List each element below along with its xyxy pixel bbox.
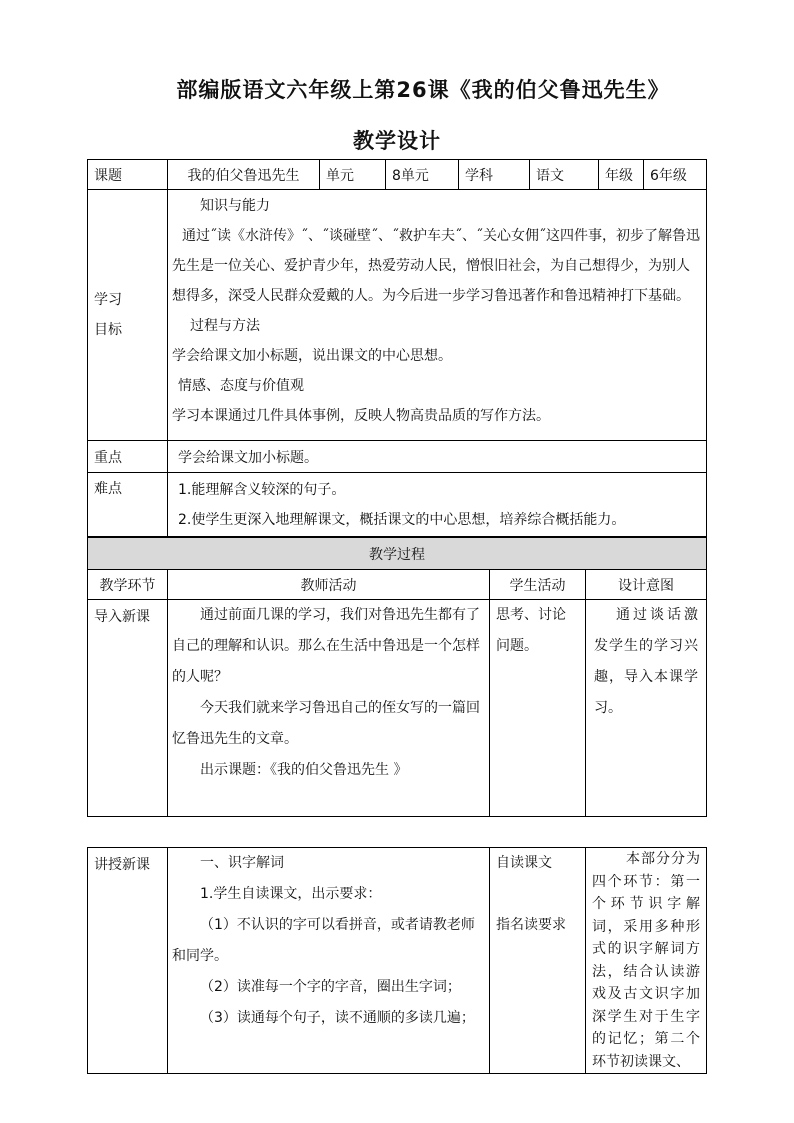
topic-label: 课题 bbox=[88, 160, 168, 190]
key-point-label: 重点 bbox=[88, 441, 168, 473]
intro-teacher-p3: 出示课题：《我的伯父鲁迅先生 》 bbox=[200, 762, 408, 778]
difficulty-label: 难点 bbox=[88, 473, 168, 537]
objective-paragraph-knowledge: 通过˝读《水浒传》˝、˝谈碰壁˝、˝救护车夫˝、˝关心女佣˝这四件事，初步了解鲁迅先生是一位关心、爱护青少年，热爱劳动人民，憎恨旧社会，为自己想得少，为别人想得多，深受人民群众爱戴的人。为今后进一步学习鲁迅著作和鲁迅精神打下基础。 bbox=[172, 228, 700, 304]
subject-value: 语文 bbox=[530, 160, 599, 190]
lecture-teacher-t3: （1）不认识的字可以看拼音，或者请教老师和同学。 bbox=[172, 917, 475, 964]
difficulty-item-1: 1.能理解含义较深的句子。 bbox=[178, 481, 346, 498]
intro-design-intent: 通过谈话激发学生的学习兴趣，导入本课学习。 bbox=[586, 600, 707, 817]
lecture-teacher-t5: （3）读通每个句子，读不通顺的多读几遍； bbox=[200, 1010, 475, 1026]
lecture-student-1: 自读课文 bbox=[496, 855, 552, 871]
intro-stage: 导入新课 bbox=[88, 600, 168, 817]
col-header-intent: 设计意图 bbox=[586, 570, 707, 600]
grade-label: 年级 bbox=[599, 160, 644, 190]
key-point-row bbox=[88, 441, 707, 473]
lecture-student-2: 指名读要求 bbox=[496, 917, 566, 933]
key-point-text: 学会给课文加小标题。 bbox=[168, 441, 707, 473]
difficulty-row bbox=[88, 473, 707, 537]
lecture-teacher-activity bbox=[168, 848, 490, 1074]
document-subtitle: 教学设计 bbox=[353, 129, 441, 153]
grade-value: 6年级 bbox=[644, 160, 707, 190]
objective-heading-emotion: 情感、态度与价值观 bbox=[178, 378, 304, 394]
lesson-plan-table bbox=[87, 159, 707, 537]
objective-heading-process: 过程与方法 bbox=[190, 318, 260, 334]
lecture-teacher-t2: 1.学生自读课文，出示要求： bbox=[200, 886, 382, 902]
unit-label: 单元 bbox=[320, 160, 386, 190]
intro-row bbox=[88, 600, 707, 817]
intro-teacher-activity bbox=[168, 600, 490, 817]
col-header-stage: 教学环节 bbox=[88, 570, 168, 600]
objective-heading-knowledge: 知识与能力 bbox=[200, 198, 270, 214]
lecture-teacher-t1: 一、识字解词 bbox=[200, 855, 284, 871]
objective-paragraph-process: 学会给课文加小标题，说出课文的中心思想。 bbox=[172, 348, 452, 364]
intro-student-activity: 思考、讨论问题。 bbox=[490, 600, 586, 817]
col-header-student: 学生活动 bbox=[490, 570, 586, 600]
topic-value: 我的伯父鲁迅先生 bbox=[168, 160, 320, 190]
objectives-content bbox=[168, 190, 707, 441]
intro-teacher-p2: 今天我们就来学习鲁迅自己的侄女写的一篇回忆鲁迅先生的文章。 bbox=[172, 700, 480, 747]
objectives-label: 学习 目标 bbox=[88, 190, 168, 441]
objectives-row bbox=[88, 190, 707, 441]
process-heading: 教学过程 bbox=[88, 538, 707, 570]
lecture-student-activity bbox=[490, 848, 586, 1074]
difficulty-content bbox=[168, 473, 707, 537]
col-header-teacher: 教师活动 bbox=[168, 570, 490, 600]
lecture-table bbox=[87, 847, 707, 1074]
subject-label: 学科 bbox=[459, 160, 530, 190]
lecture-teacher-t4: （2）读准每一个字的字音，圈出生字词； bbox=[200, 979, 461, 995]
process-header-row bbox=[88, 570, 707, 600]
difficulty-item-2: 2.使学生更深入地理解课文，概括课文的中心思想，培养综合概括能力。 bbox=[178, 511, 626, 528]
document-title: 部编版语文六年级上第26课《我的伯父鲁迅先生》 bbox=[176, 78, 670, 102]
lecture-design-intent: 本部分分为四个环节：第一个环节识字解词，采用多种形式的识字解词方法，结合认读游戏及古文识字加深学生对于生字的记忆；第二个环节初读课文、 bbox=[586, 848, 707, 1074]
lecture-row bbox=[88, 848, 707, 1074]
lecture-stage: 讲授新课 bbox=[88, 848, 168, 1074]
intro-teacher-p1: 通过前面几课的学习，我们对鲁迅先生都有了自己的理解和认识。那么在生活中鲁迅是一个怎样的人呢？ bbox=[172, 607, 480, 685]
unit-value: 8单元 bbox=[386, 160, 459, 190]
info-row bbox=[88, 160, 707, 190]
process-heading-row bbox=[88, 538, 707, 570]
process-table bbox=[87, 537, 707, 817]
objective-paragraph-emotion: 学习本课通过几件具体事例，反映人物高贵品质的写作方法。 bbox=[172, 408, 550, 424]
